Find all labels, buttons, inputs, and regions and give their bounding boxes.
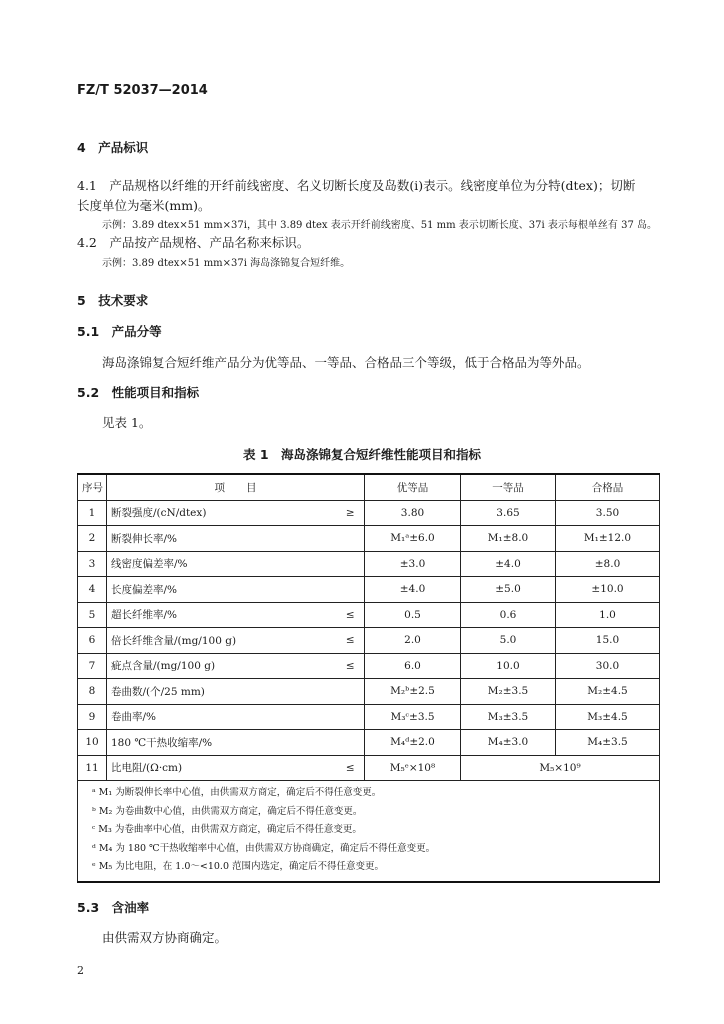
table-row bbox=[78, 526, 660, 552]
row-first-grade-value: 3.65 bbox=[461, 500, 556, 526]
row-premium-value: ±3.0 bbox=[365, 551, 461, 577]
row-item: 线密度偏差率/% bbox=[107, 551, 337, 577]
page-number: 2 bbox=[77, 964, 84, 977]
table-row bbox=[78, 628, 660, 654]
row-comparator bbox=[337, 577, 365, 603]
header-premium: 优等品 bbox=[365, 474, 461, 500]
table-row bbox=[78, 730, 660, 756]
section-4-heading: 4 产品标识 bbox=[77, 140, 149, 155]
header-no: 序号 bbox=[78, 474, 107, 500]
row-premium-value: 0.5 bbox=[365, 602, 461, 628]
row-first-grade-value: 5.0 bbox=[461, 628, 556, 654]
row-number: 4 bbox=[78, 577, 107, 603]
row-premium-value: M₂ᵇ±2.5 bbox=[365, 679, 461, 705]
row-item: 超长纤维率/% bbox=[107, 602, 337, 628]
row-item: 疵点含量/(mg/100 g) bbox=[107, 653, 337, 679]
header-item: 项 目 bbox=[107, 474, 365, 500]
footnote: ᵉ M₅ 为比电阻，在 1.0～<10.0 范围内选定，确定后不得任意变更。 bbox=[92, 861, 385, 872]
footnote: ᵃ M₁ 为断裂伸长率中心值，由供需双方商定，确定后不得任意变更。 bbox=[92, 787, 382, 798]
row-item: 断裂伸长率/% bbox=[107, 526, 337, 552]
row-qualified-value: ±10.0 bbox=[556, 577, 660, 603]
row-qualified-value: M₃±4.5 bbox=[556, 704, 660, 730]
table-row bbox=[78, 653, 660, 679]
row-item: 长度偏差率/% bbox=[107, 577, 337, 603]
header-qualified: 合格品 bbox=[556, 474, 660, 500]
table-row bbox=[78, 577, 660, 603]
row-qualified-value: 15.0 bbox=[556, 628, 660, 654]
row-comparator bbox=[337, 679, 365, 705]
table-header-row bbox=[78, 474, 660, 500]
row-qualified-value: M₂±4.5 bbox=[556, 679, 660, 705]
table-row bbox=[78, 602, 660, 628]
row-item: 断裂强度/(cN/dtex) bbox=[107, 500, 337, 526]
row-comparator: ≥ bbox=[337, 500, 365, 526]
header-first-grade: 一等品 bbox=[461, 474, 556, 500]
footnote: ᵈ M₄ 为 180 ℃干热收缩率中心值，由供需双方协商确定，确定后不得任意变更。 bbox=[92, 842, 436, 854]
row-premium-value: 6.0 bbox=[365, 653, 461, 679]
row-premium-value: M₅ᵉ×10⁸ bbox=[365, 755, 461, 781]
row-qualified-value: M₁±12.0 bbox=[556, 526, 660, 552]
table-row bbox=[78, 551, 660, 577]
table-row bbox=[78, 704, 660, 730]
row-number: 11 bbox=[78, 755, 107, 781]
row-premium-value: M₃ᶜ±3.5 bbox=[365, 704, 461, 730]
row-number: 9 bbox=[78, 704, 107, 730]
row-number: 5 bbox=[78, 602, 107, 628]
footnote: ᶜ M₃ 为卷曲率中心值，由供需双方商定，确定后不得任意变更。 bbox=[92, 824, 362, 835]
row-first-grade-value: M₄±3.0 bbox=[461, 730, 556, 756]
row-premium-value: 3.80 bbox=[365, 500, 461, 526]
para-4-1-line1: 4.1 产品规格以纤维的开纤前线密度、名义切断长度及岛数(i)表示。线密度单位为分特(dtex)；切断 bbox=[77, 178, 636, 193]
row-premium-value: ±4.0 bbox=[365, 577, 461, 603]
section-5-2-heading: 5.2 性能项目和指标 bbox=[77, 385, 200, 400]
row-premium-value: M₄ᵈ±2.0 bbox=[365, 730, 461, 756]
para-5-2: 见表 1。 bbox=[102, 415, 152, 430]
row-qualified-value: 30.0 bbox=[556, 653, 660, 679]
standard-number: FZ/T 52037—2014 bbox=[77, 83, 208, 98]
row-number: 3 bbox=[78, 551, 107, 577]
row-item: 比电阻/(Ω·cm) bbox=[107, 755, 337, 781]
table-footnotes bbox=[78, 781, 660, 882]
table-row bbox=[78, 755, 660, 781]
example-1: 示例：3.89 dtex×51 mm×37i，其中 3.89 dtex 表示开纤前线密度、51 mm 表示切断长度、37i 表示每根单丝有 37 岛。 bbox=[102, 220, 657, 231]
row-comparator: ≤ bbox=[337, 628, 365, 654]
row-comparator bbox=[337, 551, 365, 577]
row-first-grade-value: M₂±3.5 bbox=[461, 679, 556, 705]
row-comparator: ≤ bbox=[337, 653, 365, 679]
row-first-grade-value: ±5.0 bbox=[461, 577, 556, 603]
footnote: ᵇ M₂ 为卷曲数中心值，由供需双方商定，确定后不得任意变更。 bbox=[92, 805, 363, 817]
row-number: 6 bbox=[78, 628, 107, 654]
row-comparator bbox=[337, 730, 365, 756]
row-number: 10 bbox=[78, 730, 107, 756]
table-row bbox=[78, 679, 660, 705]
para-5-1: 海岛涤锦复合短纤维产品分为优等品、一等品、合格品三个等级，低于合格品为等外品。 bbox=[102, 355, 590, 370]
row-first-grade-value: M₁±8.0 bbox=[461, 526, 556, 552]
row-number: 1 bbox=[78, 500, 107, 526]
row-qualified-value: 3.50 bbox=[556, 500, 660, 526]
row-comparator bbox=[337, 704, 365, 730]
row-number: 2 bbox=[78, 526, 107, 552]
row-number: 7 bbox=[78, 653, 107, 679]
row-comparator: ≤ bbox=[337, 602, 365, 628]
row-qualified-value: M₄±3.5 bbox=[556, 730, 660, 756]
row-qualified-value: 1.0 bbox=[556, 602, 660, 628]
section-5-3-heading: 5.3 含油率 bbox=[77, 900, 150, 915]
para-4-1-line2: 长度单位为毫米(mm)。 bbox=[77, 198, 211, 213]
table-caption: 表 1 海岛涤锦复合短纤维性能项目和指标 bbox=[242, 447, 482, 462]
row-comparator bbox=[337, 526, 365, 552]
section-5-heading: 5 技术要求 bbox=[77, 293, 149, 308]
row-premium-value: 2.0 bbox=[365, 628, 461, 654]
row-item: 倍长纤维含量/(mg/100 g) bbox=[107, 628, 337, 654]
table-notes-row bbox=[78, 781, 660, 882]
row-comparator: ≤ bbox=[337, 755, 365, 781]
row-first-grade-value: M₃±3.5 bbox=[461, 704, 556, 730]
section-5-1-heading: 5.1 产品分等 bbox=[77, 324, 162, 339]
row-number: 8 bbox=[78, 679, 107, 705]
row-first-grade-value: 10.0 bbox=[461, 653, 556, 679]
example-2: 示例：3.89 dtex×51 mm×37i 海岛涤锦复合短纤维。 bbox=[102, 258, 351, 269]
row-premium-value: M₁ᵃ±6.0 bbox=[365, 526, 461, 552]
row-first-grade-value: ±4.0 bbox=[461, 551, 556, 577]
row-item: 卷曲数/(个/25 mm) bbox=[107, 679, 337, 705]
row-qualified-value: ±8.0 bbox=[556, 551, 660, 577]
table-row bbox=[78, 500, 660, 526]
row-first-and-qualified-value: M₅×10⁹ bbox=[461, 755, 660, 781]
para-5-3: 由供需双方协商确定。 bbox=[102, 930, 228, 945]
row-item: 卷曲率/% bbox=[107, 704, 337, 730]
performance-table bbox=[77, 473, 660, 883]
para-4-2: 4.2 产品按产品规格、产品名称来标识。 bbox=[77, 235, 310, 250]
row-item: 180 ℃干热收缩率/% bbox=[107, 730, 337, 756]
row-first-grade-value: 0.6 bbox=[461, 602, 556, 628]
